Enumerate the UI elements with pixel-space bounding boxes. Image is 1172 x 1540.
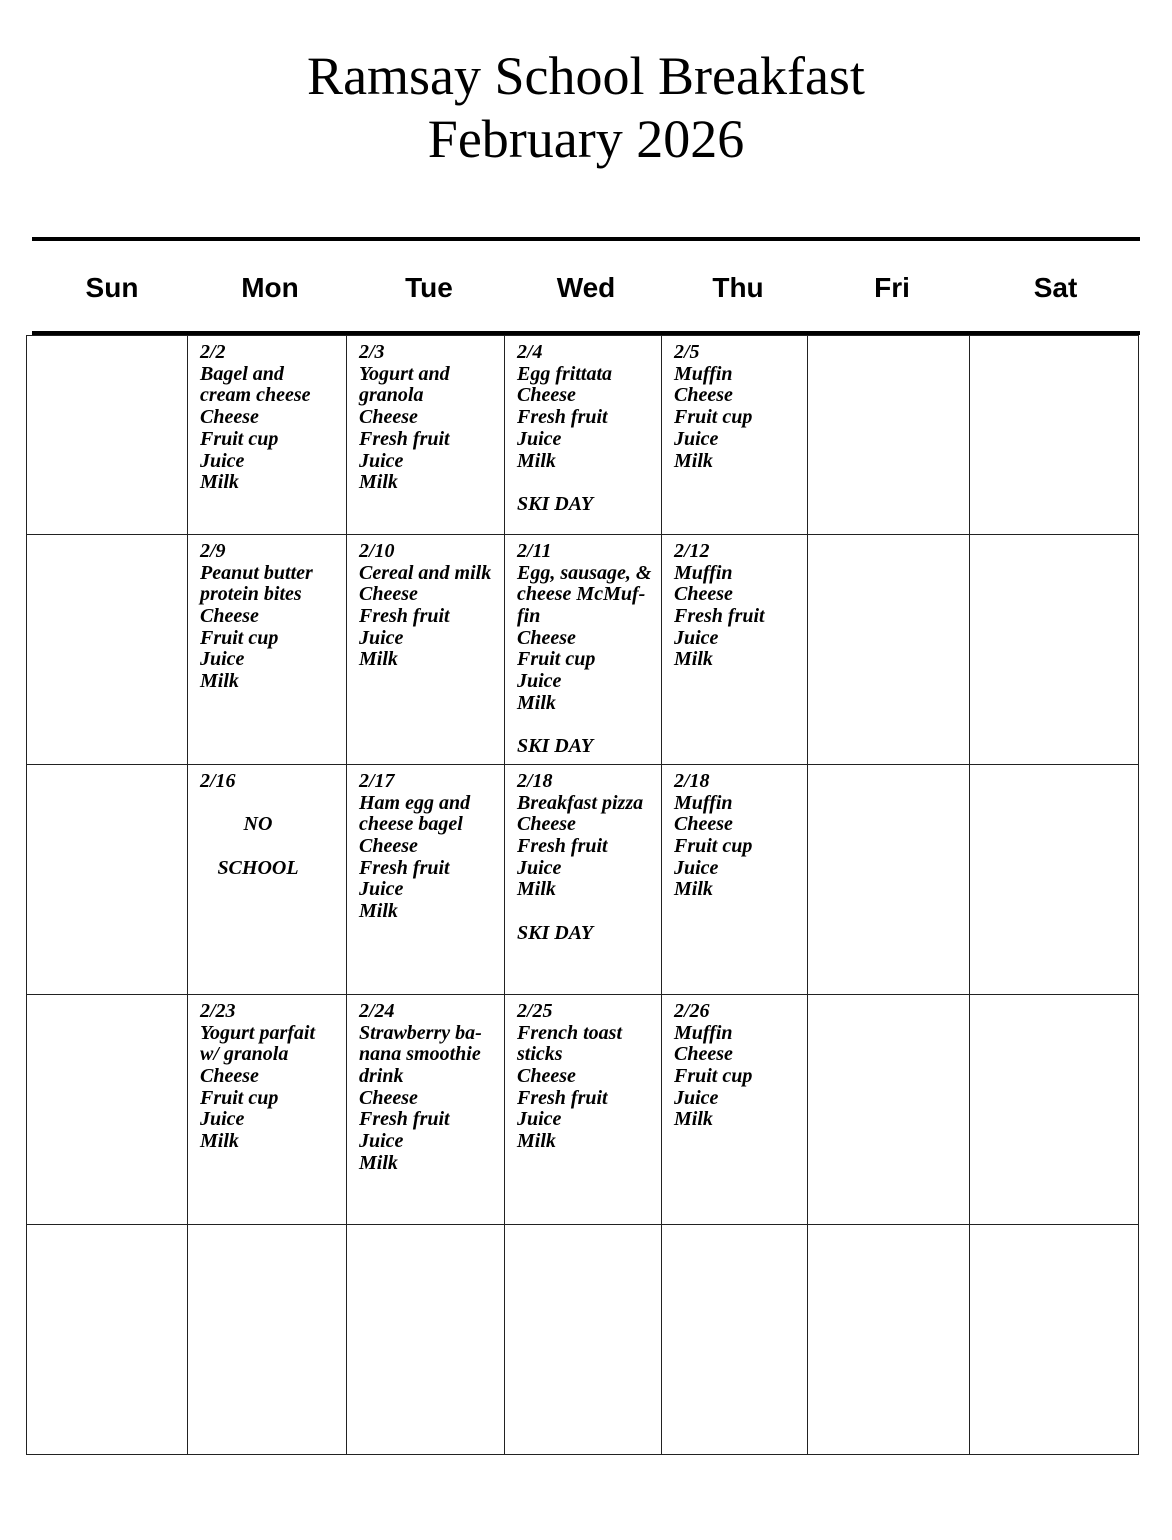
menu-item: Muffin [674, 362, 733, 385]
menu-item: Fruit cup [674, 1065, 753, 1088]
calendar-day-cell-tue [347, 994, 505, 1224]
menu-item: Cheese [674, 1043, 733, 1066]
calendar-day-cell-tue [347, 534, 505, 764]
ski-day-note: SKI DAY [517, 921, 594, 944]
menu-item: Cheese [359, 835, 418, 857]
menu-item: Milk [674, 449, 713, 472]
menu-item: Cheese [517, 1065, 576, 1088]
menu-item: Cheese [200, 1065, 259, 1088]
no-school-text: SCHOOL [217, 856, 299, 879]
calendar-day-cell-thu [662, 764, 808, 994]
page-subtitle-month: February 2026 [427, 109, 745, 169]
menu-item: Juice [359, 1130, 404, 1153]
menu-item: Fresh fruit [359, 856, 450, 879]
menu-item: Fruit cup [200, 1086, 279, 1109]
menu-item: Milk [517, 449, 556, 472]
menu-date: 2/17 [359, 769, 395, 792]
menu-item: Juice [674, 626, 719, 649]
menu-item: Fresh fruit [359, 604, 450, 627]
day-header-fri: Fri [874, 272, 910, 303]
calendar-day-cell-wed [505, 336, 662, 535]
menu-item: granola [359, 384, 424, 407]
menu-item: Cheese [517, 384, 576, 407]
page-title: Ramsay School Breakfast [307, 46, 865, 106]
calendar-day-cell-sat [970, 994, 1139, 1224]
no-school-text: NO [243, 813, 273, 836]
day-header-sat: Sat [1033, 272, 1078, 303]
menu-item: Cheese [674, 813, 733, 836]
menu-item: Fresh fruit [674, 604, 765, 627]
calendar-day-cell-sun [27, 994, 188, 1224]
menu-item: Cheese [359, 406, 418, 429]
menu-item: cream cheese [200, 384, 311, 407]
menu-date: 2/9 [200, 539, 226, 562]
calendar-day-cell-mon [188, 1224, 347, 1454]
calendar-day-cell-wed [505, 994, 662, 1224]
menu-item: Milk [674, 878, 713, 901]
menu-item: Juice [674, 427, 719, 450]
menu-item: Juice [674, 1086, 719, 1109]
calendar-day-cell-thu [662, 336, 808, 535]
menu-date: 2/25 [517, 999, 553, 1022]
menu-date: 2/11 [517, 539, 552, 562]
calendar-week-row [27, 534, 1139, 764]
menu-item: Cheese [674, 583, 733, 606]
menu-item: Milk [359, 900, 398, 923]
menu-item: Milk [359, 648, 398, 671]
calendar-day-cell-sat [970, 336, 1139, 535]
menu-item: Juice [200, 1108, 245, 1131]
menu-item: Bagel and [200, 362, 284, 385]
calendar-week-row [27, 994, 1139, 1224]
menu-date: 2/10 [359, 539, 395, 562]
menu-date: 2/16 [200, 769, 236, 792]
ski-day-note: SKI DAY [517, 735, 594, 758]
calendar-day-cell-wed [505, 764, 662, 994]
menu-item: protein bites [200, 583, 302, 606]
menu-item: Ham egg and [359, 791, 471, 814]
calendar-day-cell-tue [347, 336, 505, 535]
menu-item: Fresh fruit [517, 835, 608, 857]
calendar-day-cell-sun [27, 1224, 188, 1454]
calendar-day-cell-sun [27, 534, 188, 764]
menu-item: Juice [200, 648, 245, 671]
menu-item: Fresh fruit [359, 427, 450, 450]
day-header-sun: Sun [85, 272, 139, 303]
menu-item: Juice [359, 878, 404, 901]
calendar-day-cell-fri [808, 1224, 970, 1454]
day-header-wed: Wed [556, 272, 616, 303]
menu-item: Milk [517, 878, 556, 901]
header-top-rule [32, 237, 1140, 241]
menu-date: 2/3 [359, 341, 385, 363]
menu-item: French toast [517, 1021, 623, 1044]
calendar-grid [26, 335, 1139, 1455]
menu-item: Yogurt and [359, 362, 450, 385]
menu-item: w/ granola [200, 1043, 289, 1066]
menu-item: cheese bagel [359, 813, 463, 836]
menu-item: Breakfast pizza [517, 791, 644, 814]
menu-item: Milk [359, 471, 398, 494]
calendar-day-cell-wed [505, 534, 662, 764]
calendar-day-cell-mon [188, 994, 347, 1224]
menu-item: Cereal and milk [359, 561, 492, 584]
menu-item: Fresh fruit [359, 1108, 450, 1131]
menu-item: Juice [359, 449, 404, 472]
menu-item: Yogurt parfait [200, 1021, 316, 1044]
menu-item: fin [517, 604, 541, 627]
menu-item: Fruit cup [517, 648, 596, 671]
calendar-day-cell-mon [188, 534, 347, 764]
menu-item: Strawberry ba- [359, 1021, 482, 1044]
menu-item: nana smoothie [359, 1043, 481, 1066]
menu-item: Fresh fruit [517, 1086, 608, 1109]
menu-item: Milk [674, 1108, 713, 1131]
calendar-week-row [27, 1224, 1139, 1454]
menu-item: Milk [359, 1151, 398, 1174]
menu-date: 2/18 [674, 769, 710, 792]
menu-item: Muffin [674, 791, 733, 814]
menu-item: Juice [517, 427, 562, 450]
day-header-thu: Thu [712, 272, 764, 303]
calendar-day-cell-sat [970, 764, 1139, 994]
menu-item: Fruit cup [200, 626, 279, 649]
calendar-day-cell-tue [347, 1224, 505, 1454]
calendar-day-cell-sat [970, 1224, 1139, 1454]
calendar-week-row [27, 336, 1139, 535]
menu-date: 2/24 [359, 999, 395, 1022]
menu-item: Juice [517, 1108, 562, 1131]
calendar-day-cell-tue [347, 764, 505, 994]
calendar-day-cell-sun [27, 336, 188, 535]
calendar-day-cell-thu [662, 994, 808, 1224]
calendar-day-cell-sat [970, 534, 1139, 764]
menu-item: Cheese [674, 384, 733, 407]
calendar-day-cell-fri [808, 764, 970, 994]
day-header-mon: Mon [241, 272, 299, 303]
calendar-day-cell-fri [808, 534, 970, 764]
menu-date: 2/2 [200, 341, 226, 363]
menu-item: Cheese [359, 583, 418, 606]
calendar-day-cell-fri [808, 994, 970, 1224]
menu-date: 2/5 [674, 341, 700, 363]
menu-item: Milk [517, 691, 556, 714]
menu-item: Juice [200, 449, 245, 472]
menu-item: Cheese [517, 626, 576, 649]
menu-item: Milk [674, 648, 713, 671]
calendar-day-cell-mon [188, 336, 347, 535]
day-header-tue: Tue [405, 272, 453, 303]
calendar-day-cell-wed [505, 1224, 662, 1454]
menu-date: 2/23 [200, 999, 236, 1022]
menu-date: 2/18 [517, 769, 553, 792]
menu-item: Fruit cup [200, 427, 279, 450]
menu-item: Cheese [517, 813, 576, 836]
menu-date: 2/4 [517, 341, 543, 363]
menu-item: Egg frittata [517, 362, 613, 385]
menu-item: Milk [517, 1130, 556, 1153]
calendar-day-cell-thu [662, 1224, 808, 1454]
calendar-day-cell-sun [27, 764, 188, 994]
menu-date: 2/12 [674, 539, 710, 562]
ski-day-note: SKI DAY [517, 492, 594, 515]
menu-item: Cheese [200, 406, 259, 429]
menu-item: Fruit cup [674, 835, 753, 857]
menu-item: Milk [200, 471, 239, 494]
calendar-week-row [27, 764, 1139, 994]
menu-item: cheese McMuf- [517, 583, 646, 606]
calendar-day-cell-mon [188, 764, 347, 994]
menu-date: 2/26 [674, 999, 710, 1022]
menu-item: Peanut butter [200, 561, 313, 584]
menu-item: Juice [359, 626, 404, 649]
menu-item: sticks [517, 1043, 563, 1066]
no-school-notice [200, 793, 346, 880]
calendar-day-cell-thu [662, 534, 808, 764]
menu-item: Juice [517, 856, 562, 879]
menu-item: Milk [200, 1130, 239, 1153]
menu-item: drink [359, 1065, 404, 1088]
menu-item: Muffin [674, 1021, 733, 1044]
menu-item: Milk [200, 670, 239, 693]
menu-item: Juice [674, 856, 719, 879]
menu-item: Cheese [359, 1086, 418, 1109]
menu-item: Egg, sausage, & [517, 561, 652, 584]
menu-item: Fresh fruit [517, 406, 608, 429]
menu-item: Cheese [200, 604, 259, 627]
menu-item: Muffin [674, 561, 733, 584]
menu-item: Fruit cup [674, 406, 753, 429]
menu-item: Juice [517, 670, 562, 693]
calendar-day-cell-fri [808, 336, 970, 535]
